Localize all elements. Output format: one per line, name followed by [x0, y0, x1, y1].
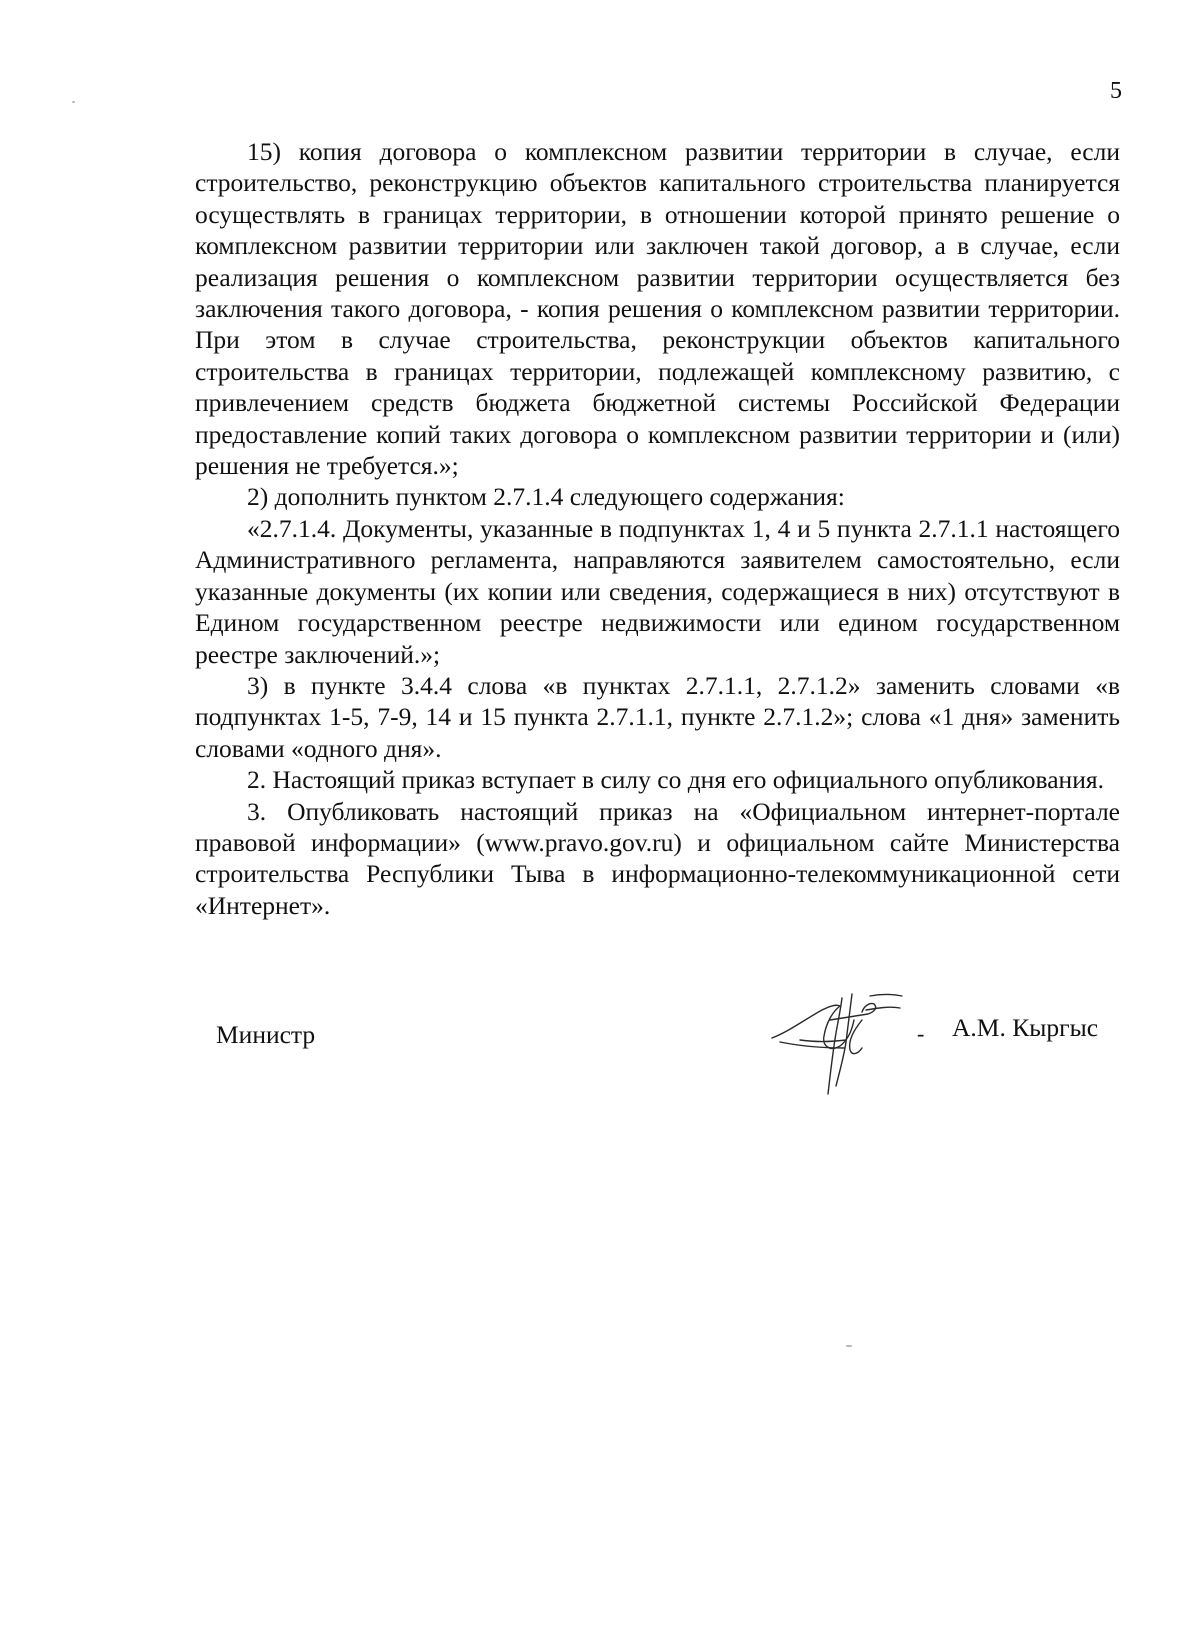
signature-dash: - — [917, 1021, 925, 1046]
paragraph-clause-2-7-1-4: «2.7.1.4. Документы, указанные в подпунктах 1, 4 и 5 пункта 2.7.1.1 настоящего Административного регламента, направляются заявителем самостоятельно, если указанные документы (их копии или сведения, содержащиеся в них) отсутствуют в Едином государственном реестре недвижимости или едином государственном реестре заключений.»; — [195, 513, 1120, 669]
signatory-name: А.М. Кыргыс — [952, 1013, 1099, 1042]
scan-speck — [72, 101, 75, 103]
signatory-title: Министр — [216, 1020, 316, 1049]
signature-block — [0, 990, 1200, 1110]
handwritten-signature — [770, 990, 940, 1100]
paragraph-amendment-2: 2) дополнить пунктом 2.7.1.4 следующего содержания: — [247, 482, 845, 512]
document-body — [195, 136, 1120, 921]
page-number: 5 — [1110, 78, 1122, 104]
paragraph-amendment-3: 3) в пункте 3.4.4 слова «в пунктах 2.7.1.1, 2.7.1.2» заменить словами «в подпунктах 1-5, 7-9, 14 и 15 пункта 2.7.1.1, пункте 2.7.1.2»; слова «1 дня» заменить словами «одного дня». — [195, 670, 1120, 763]
scan-speck — [846, 1345, 852, 1347]
paragraph-publication: 3. Опубликовать настоящий приказ на «Официальном интернет-портале правовой информации» (www.pravo.gov.ru) и официальном сайте Министерства строительства Республики Тыва в информационно-телекоммуникационной сети «Интернет». — [195, 796, 1120, 920]
paragraph-effective-date: 2. Настоящий приказ вступает в силу со дня его официального опубликования. — [247, 765, 1104, 795]
paragraph-item-15: 15) копия договора о комплексном развитии территории в случае, если строительство, реконструкцию объектов капитального строительства планируется осуществлять в границах территории, в отношении которой принято решение о комплексном развитии территории или заключен такой договор, а в случае, если реализация решения о комплексном развитии территории осуществляется без заключения такого договора, - копия решения о комплексном развитии территории. При этом в случае строительства, реконструкции объектов капитального строительства в границах территории, подлежащей комплексному развитию, с привлечением средств бюджета бюджетной системы Российской Федерации предоставление копий таких договора о комплексном развитии территории и (или) решения не требуется.»; — [195, 137, 1120, 481]
